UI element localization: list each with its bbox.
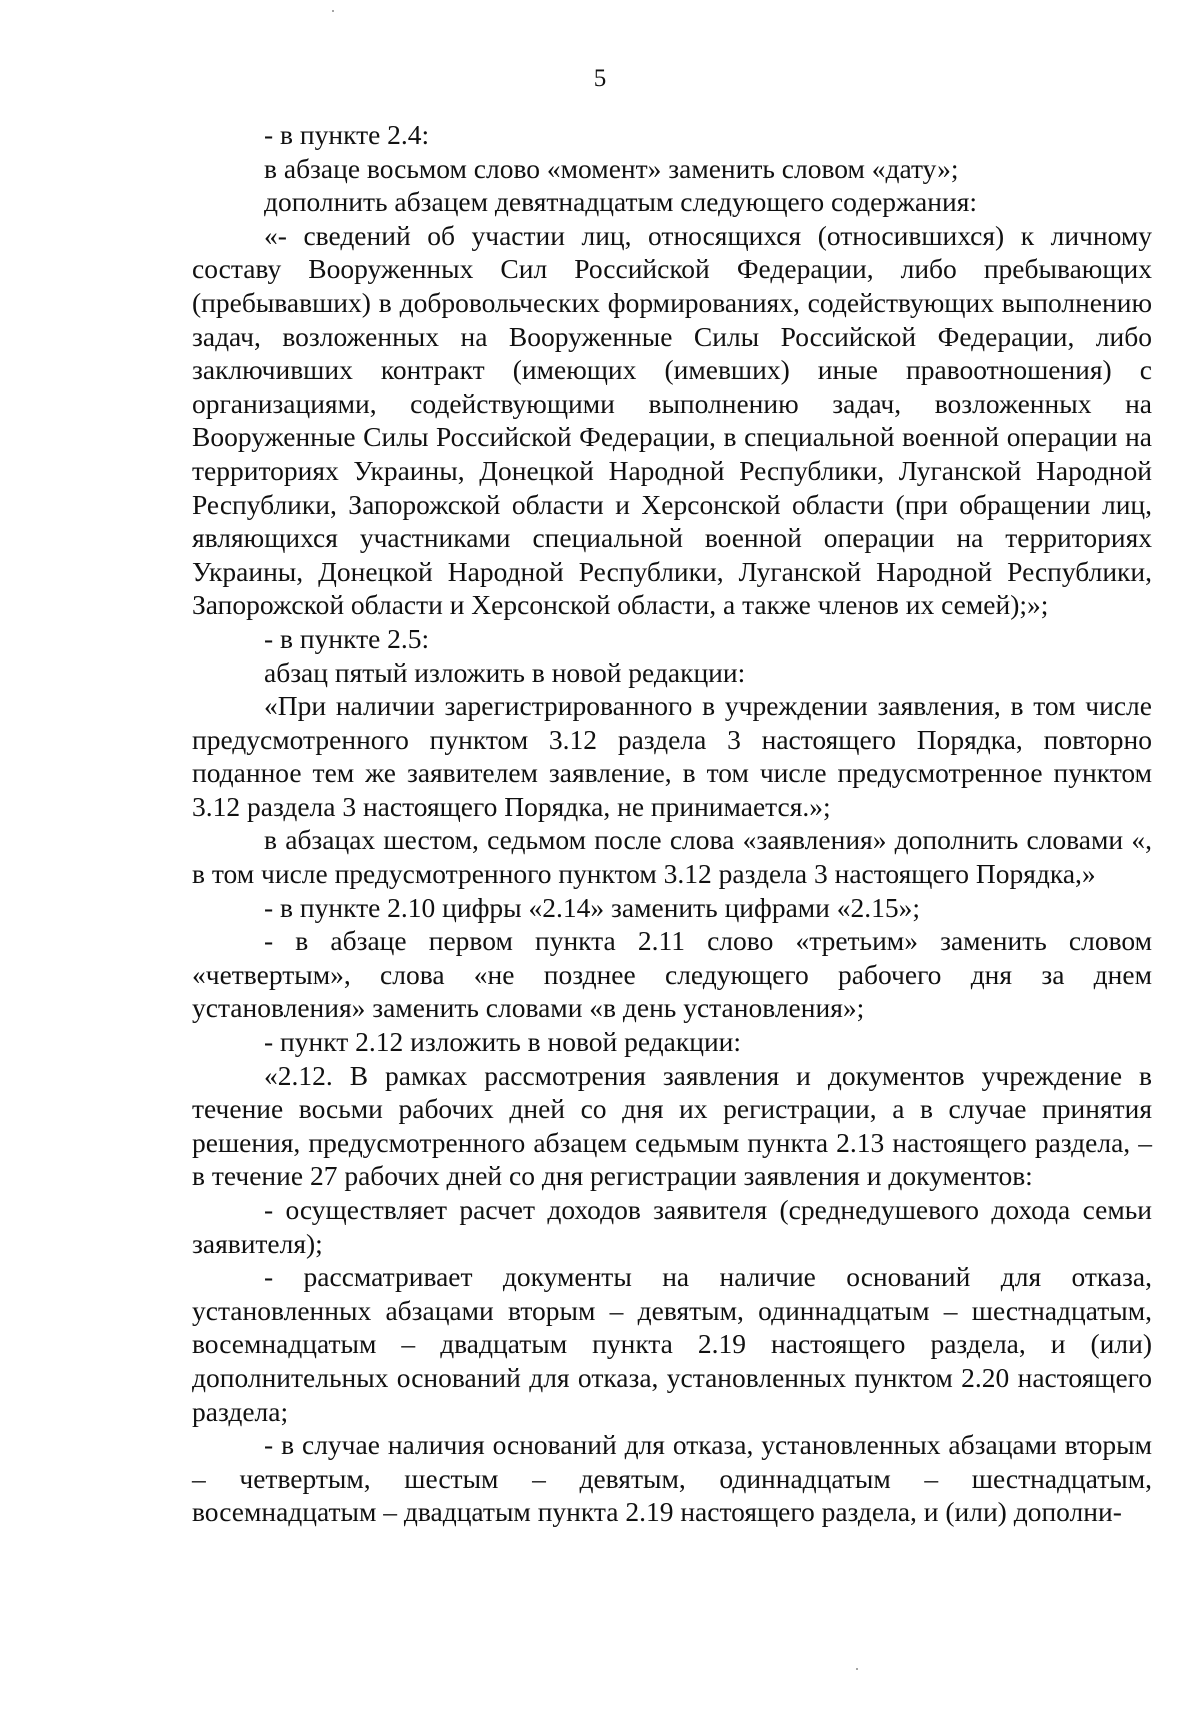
- scan-speck: [332, 10, 334, 12]
- paragraph: - в абзаце первом пункта 2.11 слово «третьим» заменить словом «четвертым», слова «не позднее следующего рабочего дня за днем установления» заменить словами «в день установления»;: [192, 925, 1152, 1024]
- paragraph: - в пункте 2.5:: [264, 622, 430, 654]
- paragraph: дополнить абзацем девятнадцатым следующего содержания:: [264, 186, 977, 218]
- paragraph: - рассматривает документы на наличие оснований для отказа, установленных абзацами вторым – девятым, одиннадцатым – шестнадцатым, восемнадцатым – двадцатым пункта 2.19 настоящего раздела, и (или) дополнительных оснований для отказа, установленных пунктом 2.20 настоящего раздела;: [192, 1261, 1152, 1427]
- document-body: [192, 118, 1152, 1529]
- paragraph: в абзацах шестом, седьмом после слова «заявления» дополнить словами «, в том числе предусмотренного пунктом 3.12 раздела 3 настоящего Порядка,»: [192, 824, 1152, 890]
- paragraph: - в случае наличия оснований для отказа, установленных абзацами вторым – четвертым, шестым – девятым, одиннадцатым – шестнадцатым, восемнадцатым – двадцатым пункта 2.19 настоящего раздела, и (или) дополни-: [192, 1429, 1152, 1528]
- paragraph: - в пункте 2.4:: [264, 119, 430, 150]
- page-number: 5: [593, 65, 607, 92]
- paragraph: абзац пятый изложить в новой редакции:: [264, 656, 746, 688]
- paragraph: - в пункте 2.10 цифры «2.14» заменить цифрами «2.15»;: [264, 891, 921, 923]
- scan-speck: [856, 1668, 858, 1670]
- paragraph: - осуществляет расчет доходов заявителя (среднедушевого дохода семьи заявителя);: [192, 1194, 1152, 1259]
- paragraph: - пункт 2.12 изложить в новой редакции:: [264, 1026, 742, 1058]
- paragraph: «При наличии зарегистрированного в учреждении заявления, в том числе предусмотренного пунктом 3.12 раздела 3 настоящего Порядка, повторно поданное тем же заявителем заявление, в том числе предусмотренное пунктом 3.12 раздела 3 настоящего Порядка, не принимается.»;: [192, 690, 1152, 822]
- paragraph: «2.12. В рамках рассмотрения заявления и документов учреждение в течение восьми рабочих дней со дня их регистрации, а в случае принятия решения, предусмотренного абзацем седьмым пункта 2.13 настоящего раздела, – в течение 27 рабочих дней со дня регистрации заявления и документов:: [192, 1059, 1152, 1192]
- paragraph: в абзаце восьмом слово «момент» заменить словом «дату»;: [264, 152, 959, 184]
- paragraph: «- сведений об участии лиц, относящихся (относившихся) к личному составу Вооруженных Сил Российской Федерации, либо пребывающих (пребывавших) в добровольческих формированиях, содействующих выполнению задач, возложенных на Вооруженные Силы Российской Федерации, либо заключивших контракт (имеющих (имевших) иные правоотношения) с организациями, содействующими выполнению задач, возложенных на Вооруженные Силы Российской Федерации, в специальной военной операции на территориях Украины, Донецкой Народной Республики, Луганской Народной Республики, Запорожской области и Херсонской области (при обращении лиц, являющихся участниками специальной военной операции на территориях Украины, Донецкой Народной Республики, Луганской Народной Республики, Запорожской области и Херсонской области, а также членов их семей);»;: [192, 219, 1152, 621]
